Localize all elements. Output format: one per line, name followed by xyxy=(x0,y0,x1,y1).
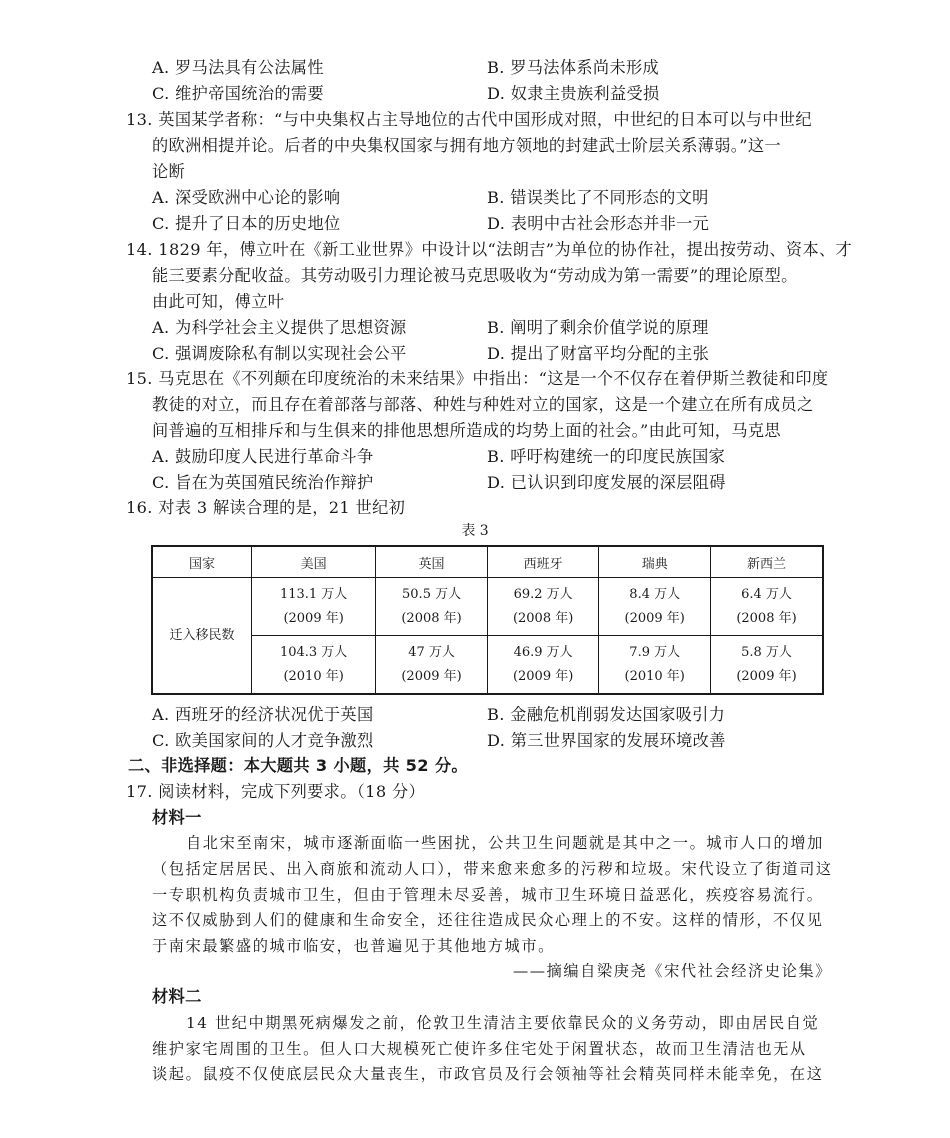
header-cell-newzealand: 新西兰 xyxy=(711,546,824,578)
header-cell-uk: 英国 xyxy=(376,546,488,578)
q15-option-b[interactable]: B. 呼吁构建统一的印度民族国家 xyxy=(487,447,726,466)
q14-option-b[interactable]: B. 阐明了剩余价值学说的原理 xyxy=(487,318,709,337)
q13-stem-line3: 论断 xyxy=(152,162,186,181)
q15-stem-line2: 教徒的对立，而且存在着部落与部落、种姓与种姓对立的国家，这是一个建立在所有成员之 xyxy=(152,395,814,414)
header-cell-spain: 西班牙 xyxy=(487,546,599,578)
material2-line: 14 世纪中期黑死病爆发之前，伦敦卫生清洁主要依靠民众的义务劳动，即由居民自觉 xyxy=(186,1014,820,1032)
table-cell: 69.2 万人 (2008 年) xyxy=(487,578,599,636)
material2-line: 维护家宅周围的卫生。但人口大规模死亡使许多住宅处于闲置状态，故而卫生清洁也无从 xyxy=(152,1040,807,1058)
immigration-table xyxy=(151,545,824,695)
table-cell: 6.4 万人 (2008 年) xyxy=(711,578,824,636)
table-cell: 5.8 万人 (2009 年) xyxy=(711,636,824,695)
q13-stem-line1: 13. 英国某学者称：“与中央集权占主导地位的古代中国形成对照，中世纪的日本可以与中世纪 xyxy=(126,110,812,129)
q13-option-c[interactable]: C. 提升了日本的历史地位 xyxy=(152,214,341,233)
q13-stem-line2: 的欧洲相提并论。后者的中央集权国家与拥有地方领地的封建武士阶层关系薄弱。”这一 xyxy=(152,136,781,155)
q16-option-a[interactable]: A. 西班牙的经济状况优于英国 xyxy=(152,705,374,724)
q14-stem-line1: 14. 1829 年，傅立叶在《新工业世界》中设计以“法朗吉”为单位的协作社，提出按劳动、资本、才 xyxy=(126,240,853,259)
table-cell: 46.9 万人 (2009 年) xyxy=(487,636,599,695)
table-header-row xyxy=(152,546,823,578)
table-cell: 8.4 万人 (2009 年) xyxy=(599,578,711,636)
table-cell: 50.5 万人 (2008 年) xyxy=(376,578,488,636)
table-cell: 7.9 万人 (2010 年) xyxy=(599,636,711,695)
material1-line: 这不仅威胁到人们的健康和生命安全，还往往造成民众心理上的不安。这样的情形，不仅见 xyxy=(152,911,824,929)
q14-option-d[interactable]: D. 提出了财富平均分配的主张 xyxy=(487,344,710,363)
material2-line: 谈起。鼠疫不仅使底层民众大量丧生，市政官员及行会领袖等社会精英同样未能幸免，在这 xyxy=(152,1065,824,1083)
q12-option-d[interactable]: D. 奴隶主贵族利益受损 xyxy=(487,84,660,103)
q15-option-d[interactable]: D. 已认识到印度发展的深层阻碍 xyxy=(487,473,726,492)
material1-source: ——摘编自梁庚尧《宋代社会经济史论集》 xyxy=(513,962,832,980)
q16-option-c[interactable]: C. 欧美国家间的人才竞争激烈 xyxy=(152,731,374,750)
q13-option-d[interactable]: D. 表明中古社会形态并非一元 xyxy=(487,214,710,233)
q16-stem: 16. 对表 3 解读合理的是，21 世纪初 xyxy=(126,498,406,517)
q12-option-b[interactable]: B. 罗马法体系尚未形成 xyxy=(487,58,660,77)
q14-stem-line3: 由此可知，傅立叶 xyxy=(152,292,285,311)
q17-stem: 17. 阅读材料，完成下列要求。（18 分） xyxy=(126,782,426,801)
material2-title: 材料二 xyxy=(152,987,202,1006)
q15-stem-line1: 15. 马克思在《不列颠在印度统治的未来结果》中指出：“这是一个不仅存在着伊斯兰教徒和印度 xyxy=(126,369,829,388)
q16-option-b[interactable]: B. 金融危机削弱发达国家吸引力 xyxy=(487,705,726,724)
row-label-cell: 迁入移民数 xyxy=(152,578,252,695)
q12-option-a[interactable]: A. 罗马法具有公法属性 xyxy=(152,58,324,77)
section-heading: 二、非选择题：本大题共 3 小题，共 52 分。 xyxy=(128,756,468,775)
q16-option-d[interactable]: D. 第三世界国家的发展环境改善 xyxy=(487,731,726,750)
q12-option-c[interactable]: C. 维护帝国统治的需要 xyxy=(152,84,324,103)
material1-line: 于南宋最繁盛的城市临安，也普遍见于其他地方城市。 xyxy=(152,937,555,955)
material1-line: 一专职机构负责城市卫生，但由于管理未尽妥善，城市卫生环境日益恶化，疾疫容易流行。 xyxy=(152,886,824,904)
material1-line: 自北宋至南宋，城市逐渐面临一些困扰，公共卫生问题就是其中之一。城市人口的增加 xyxy=(186,834,824,852)
table-cell: 47 万人 (2009 年) xyxy=(376,636,488,695)
header-country-cell: 国家 xyxy=(152,546,252,578)
header-cell-sweden: 瑞典 xyxy=(599,546,711,578)
q15-option-c[interactable]: C. 旨在为英国殖民统治作辩护 xyxy=(152,473,374,492)
q13-option-b[interactable]: B. 错误类比了不同形态的文明 xyxy=(487,188,709,207)
q15-option-a[interactable]: A. 鼓励印度人民进行革命斗争 xyxy=(152,447,374,466)
header-cell-usa: 美国 xyxy=(252,546,376,578)
table-cell: 104.3 万人 (2010 年) xyxy=(252,636,376,695)
q14-option-c[interactable]: C. 强调废除私有制以实现社会公平 xyxy=(152,344,407,363)
q14-option-a[interactable]: A. 为科学社会主义提供了思想资源 xyxy=(152,318,407,337)
q15-stem-line3: 间普遍的互相排斥和与生俱来的排他思想所造成的均势上面的社会。”由此可知，马克思 xyxy=(152,421,781,440)
q13-option-a[interactable]: A. 深受欧洲中心论的影响 xyxy=(152,188,341,207)
table-row xyxy=(152,636,823,695)
material1-line: （包括定居居民、出入商旅和流动人口），带来愈来愈多的污秽和垃圾。宋代设立了街道司这 xyxy=(152,860,833,878)
q14-stem-line2: 能三要素分配收益。其劳动吸引力理论被马克思吸收为“劳动成为第一需要”的理论原型。 xyxy=(152,266,798,285)
table-row xyxy=(152,578,823,636)
material1-title: 材料一 xyxy=(152,808,202,827)
table-cell: 113.1 万人 (2009 年) xyxy=(252,578,376,636)
table-caption: 表 3 xyxy=(461,523,489,539)
